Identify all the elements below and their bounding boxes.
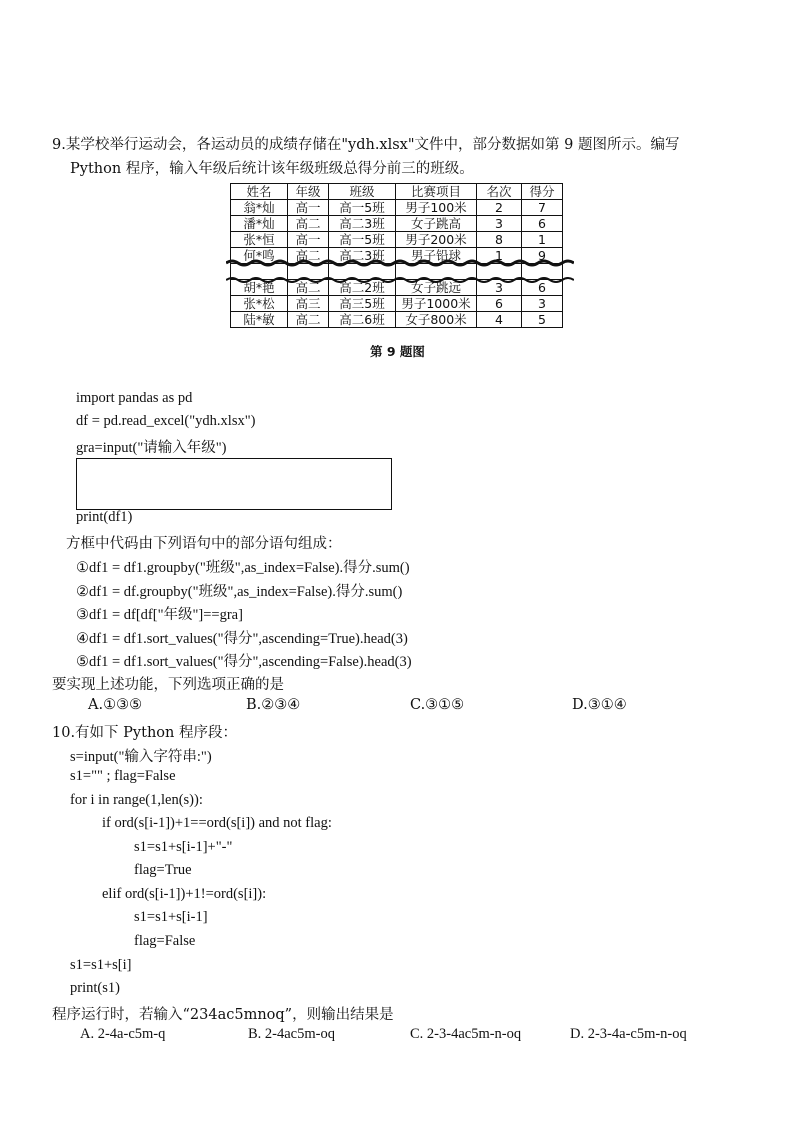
table-cell: 高二 [288, 280, 329, 296]
table-cell: 高一5班 [329, 232, 396, 248]
table-cell: 胡*艳 [231, 280, 288, 296]
statement-item: ⑤df1 = df1.sort_values("得分",ascending=False).head(3) [76, 654, 412, 670]
q10-option-a: A. 2-4a-c5m-q [80, 1026, 166, 1042]
table-cell: 4 [477, 312, 522, 328]
table-cell: 张*松 [231, 296, 288, 312]
table-cell: 男子100米 [396, 200, 477, 216]
table-cell: 3 [477, 280, 522, 296]
table-cell: 高一 [288, 232, 329, 248]
code-line: s=input("输入字符串:") [70, 749, 212, 765]
table-header: 姓名 [231, 184, 288, 200]
code-line: gra=input("请输入年级") [76, 440, 227, 456]
table-cell: 9 [522, 248, 563, 264]
table-header: 名次 [477, 184, 522, 200]
table-header: 班级 [329, 184, 396, 200]
code-line: for i in range(1,len(s)): [70, 792, 203, 808]
table-header: 年级 [288, 184, 329, 200]
code-line: import pandas as pd [76, 390, 193, 406]
q9-option-c: C.③①⑤ [410, 697, 465, 713]
table-cell: 女子跳远 [396, 280, 477, 296]
table-cell: 高二3班 [329, 248, 396, 264]
table-cell: 2 [477, 200, 522, 216]
score-table [230, 183, 563, 328]
table-tear-bottom-line [226, 276, 574, 284]
table-cell: 5 [522, 312, 563, 328]
statements-intro: 方框中代码由下列语句中的部分语句组成： [66, 536, 342, 552]
table-row [231, 312, 563, 328]
table-cell: 女子跳高 [396, 216, 477, 232]
table-cell: 6 [522, 216, 563, 232]
q9-stem-line2: Python 程序，输入年级后统计该年级班级总得分前三的班级。 [70, 161, 474, 177]
code-line: print(df1) [76, 509, 133, 525]
table-cell: 高二2班 [329, 280, 396, 296]
table-cell: 陆*敏 [231, 312, 288, 328]
table-row [231, 216, 563, 232]
table-cell: 女子800米 [396, 312, 477, 328]
table-cell: 高二6班 [329, 312, 396, 328]
q9-option-d: D.③①④ [572, 697, 627, 713]
q10-title: 10.有如下 Python 程序段： [52, 725, 237, 741]
code-line: if ord(s[i-1])+1==ord(s[i]) and not flag: [102, 815, 332, 831]
statement-item: ②df1 = df.groupby("班级",as_index=False).得分.sum() [76, 584, 403, 600]
figure-caption: 第 9 题图 [370, 344, 425, 359]
table-cell: 高二3班 [329, 216, 396, 232]
table-cell: 3 [477, 216, 522, 232]
q9-option-b: B.②③④ [246, 697, 301, 713]
table-cell: 6 [522, 280, 563, 296]
table-cell: 张*恒 [231, 232, 288, 248]
q9-option-a: A.①③⑤ [88, 697, 143, 713]
q10-option-d: D. 2-3-4a-c5m-n-oq [570, 1026, 687, 1042]
table-cell: 翁*灿 [231, 200, 288, 216]
table-header: 比赛项目 [396, 184, 477, 200]
code-line: flag=False [134, 933, 196, 949]
code-line: s1=s1+s[i-1] [134, 909, 208, 925]
table-cell: 高二 [288, 312, 329, 328]
table-cell: 7 [522, 200, 563, 216]
table-cell: 3 [522, 296, 563, 312]
code-line: s1=s1+s[i-1]+"-" [134, 839, 233, 855]
code-answer-box [76, 458, 392, 510]
table-cell: 高三5班 [329, 296, 396, 312]
table-cell: 何*鸣 [231, 248, 288, 264]
statement-item: ④df1 = df1.sort_values("得分",ascending=True).head(3) [76, 631, 408, 647]
table-cell: 6 [477, 296, 522, 312]
q9-stem-line1: 9.某学校举行运动会，各运动员的成绩存储在"ydh.xlsx"文件中，部分数据如第 9 题图所示。编写 [52, 137, 680, 153]
table-cell: 高二 [288, 248, 329, 264]
table-tear-top-line [226, 259, 574, 267]
table-header-row [231, 184, 563, 200]
q9-question: 要实现上述功能，下列选项正确的是 [52, 677, 284, 693]
table-cell: 男子铅球 [396, 248, 477, 264]
table-cell: 高一 [288, 200, 329, 216]
table-cell: 8 [477, 232, 522, 248]
table-cell: 高一5班 [329, 200, 396, 216]
q10-option-b: B. 2-4ac5m-oq [248, 1026, 335, 1042]
table-cell: 1 [477, 248, 522, 264]
code-line: df = pd.read_excel("ydh.xlsx") [76, 413, 256, 429]
code-line: s1="" ; flag=False [70, 768, 176, 784]
code-line: s1=s1+s[i] [70, 957, 132, 973]
table-row [231, 200, 563, 216]
table-cell: 高二 [288, 216, 329, 232]
q10-question: 程序运行时，若输入“234ac5mnoq”，则输出结果是 [52, 1007, 394, 1023]
table-cell: 高三 [288, 296, 329, 312]
q10-option-c: C. 2-3-4ac5m-n-oq [410, 1026, 522, 1042]
statement-item: ③df1 = df[df["年级"]==gra] [76, 607, 243, 623]
code-line: flag=True [134, 862, 192, 878]
table-cell: 1 [522, 232, 563, 248]
table-row [231, 296, 563, 312]
table-cell: 潘*灿 [231, 216, 288, 232]
statement-item: ①df1 = df1.groupby("班级",as_index=False).得分.sum() [76, 560, 410, 576]
code-line: elif ord(s[i-1])+1!=ord(s[i]): [102, 886, 267, 902]
table-cell: 男子1000米 [396, 296, 477, 312]
table-cell: 男子200米 [396, 232, 477, 248]
table-header: 得分 [522, 184, 563, 200]
code-line: print(s1) [70, 980, 120, 996]
table-row [231, 232, 563, 248]
